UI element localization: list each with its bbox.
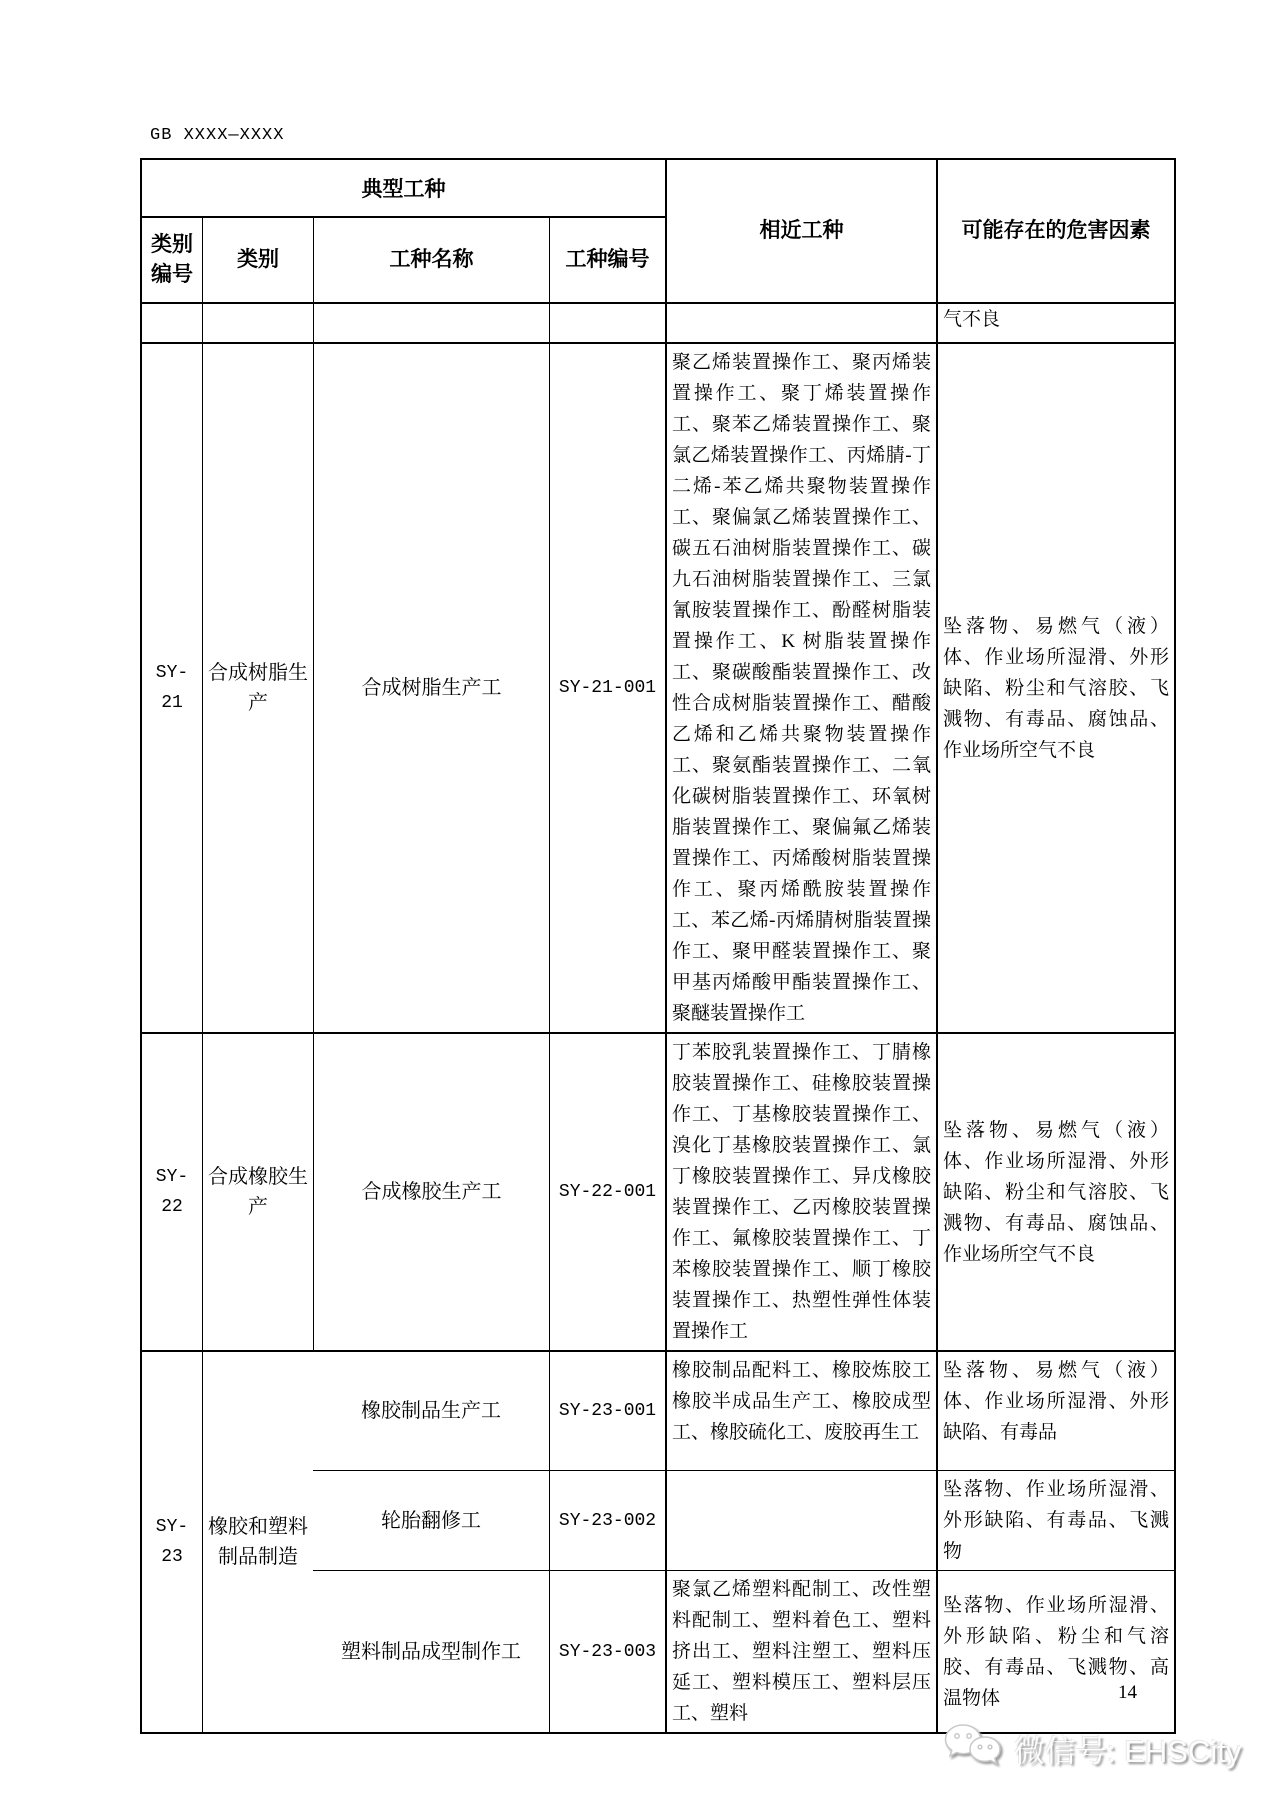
sy21-category: 合成树脂生产 [202, 344, 313, 1032]
sy23-category-no: SY-23 [155, 1517, 189, 1567]
table-header [142, 160, 1174, 302]
watermark-text: 微信号: EHSCity [1014, 1733, 1242, 1769]
table-row-sy23 [142, 1350, 1174, 1732]
sy23-subrows [313, 1352, 1174, 1732]
sy23-003-hazards [936, 1571, 1174, 1732]
sy22-job-name: 合成橡胶生产工 [313, 1034, 549, 1350]
sy23-001-job-no: SY-23-001 [549, 1352, 665, 1470]
sy21-hazards [936, 344, 1174, 1032]
carryover-similar [665, 304, 936, 342]
sy21-hazards-text: 坠落物、易燃气（液）体、作业场所湿滑、外形缺陷、粉尘和气溶胶、飞溅物、有毒品、腐蚀品、作业场所空气不良 [943, 615, 1169, 761]
header-hazards: 可能存在的危害因素 [936, 160, 1174, 302]
table-row-sy23-002 [313, 1470, 1174, 1570]
doc-code: GB XXXX—XXXX [150, 126, 285, 145]
sy23-category: 橡胶和塑料制品制造 [202, 1352, 313, 1732]
typical-jobs-group [142, 160, 665, 302]
sy22-category: 合成橡胶生产 [202, 1034, 313, 1350]
sy23-003-job-no: SY-23-003 [549, 1571, 665, 1732]
sy23-003-similar: 聚氯乙烯塑料配制工、改性塑料配制工、塑料着色工、塑料挤出工、塑料注塑工、塑料压延工、塑料模压工、塑料层压工、塑料 [665, 1571, 936, 1732]
sy21-job-name: 合成树脂生产工 [313, 344, 549, 1032]
header-category: 类别 [202, 218, 313, 302]
sy23-002-hazards [936, 1471, 1174, 1570]
sy23-003-job-name: 塑料制品成型制作工 [341, 1640, 521, 1663]
table-row-sy23-003 [313, 1570, 1174, 1732]
sy23-003-hazards-text: 坠落物、作业场所湿滑、外形缺陷、粉尘和气溶胶、有毒品、飞溅物、高温物体 [943, 1594, 1169, 1709]
sy23-001-similar: 橡胶制品配料工、橡胶炼胶工橡胶半成品生产工、橡胶成型工、橡胶硫化工、废胶再生工 [665, 1352, 936, 1470]
page-number: 14 [1118, 1682, 1137, 1703]
header-job-no: 工种编号 [549, 218, 665, 302]
sy23-001-job-name: 橡胶制品生产工 [361, 1400, 501, 1422]
sy22-hazards-text: 坠落物、易燃气（液）体、作业场所湿滑、外形缺陷、粉尘和气溶胶、飞溅物、有毒品、腐蚀品、作业场所空气不良 [943, 1119, 1169, 1265]
sy22-job-no: SY-22-001 [549, 1034, 665, 1350]
header-typical-jobs: 典型工种 [142, 160, 665, 218]
table-row-carryover [142, 302, 1174, 342]
sy23-002-hazards-text: 坠落物、作业场所湿滑、外形缺陷、有毒品、飞溅物 [943, 1479, 1169, 1562]
table-row-sy22 [142, 1032, 1174, 1350]
carryover-job-name [313, 304, 549, 342]
sy22-category-no: SY-22 [155, 1167, 189, 1217]
carryover-job-no [549, 304, 665, 342]
sy21-job-no: SY-21-001 [549, 344, 665, 1032]
watermark [942, 1722, 1241, 1774]
header-similar-jobs: 相近工种 [665, 160, 936, 302]
sy23-001-hazards [936, 1352, 1174, 1470]
sy21-category-no: SY-21 [155, 663, 189, 713]
carryover-category-no [142, 304, 202, 342]
sy21-similar: 聚乙烯装置操作工、聚丙烯装置操作工、聚丁烯装置操作工、聚苯乙烯装置操作工、聚氯乙烯装置操作工、丙烯腈-丁二烯-苯乙烯共聚物装置操作工、聚偏氯乙烯装置操作工、碳五石油树脂装置操作工、碳九石油树脂装置操作工、三氯氰胺装置操作工、酚醛树脂装置操作工、K 树脂装置操作工、聚碳酸酯装置操作工、改性合成树脂装置操作工、醋酸乙烯和乙烯共聚物装置操作工、聚氨酯装置操作工、二氧化碳树脂装置操作工、环氧树脂装置操作工、聚偏氟乙烯装置操作工、丙烯酸树脂装置操作工、聚丙烯酰胺装置操作工、苯乙烯-丙烯腈树脂装置操作工、聚甲醛装置操作工、聚甲基丙烯酸甲酯装置操作工、聚醚装置操作工 [665, 344, 936, 1032]
table-row-sy21 [142, 342, 1174, 1032]
header-category-no: 类别 编号 [151, 233, 193, 286]
sy23-002-job-no: SY-23-002 [549, 1471, 665, 1570]
carryover-hazards-text: 气不良 [943, 309, 1001, 330]
wechat-icon [942, 1722, 1004, 1774]
sy23-002-similar [665, 1471, 936, 1570]
carryover-category [202, 304, 313, 342]
sy22-similar: 丁苯胶乳装置操作工、丁腈橡胶装置操作工、硅橡胶装置操作工、丁基橡胶装置操作工、溴化丁基橡胶装置操作工、氯丁橡胶装置操作工、异戊橡胶装置操作工、乙丙橡胶装置操作工、氟橡胶装置操作工、丁苯橡胶装置操作工、顺丁橡胶装置操作工、热塑性弹性体装置操作工 [665, 1034, 936, 1350]
carryover-hazards [936, 304, 1174, 342]
subheader-row [142, 218, 665, 302]
sy22-hazards [936, 1034, 1174, 1350]
jobs-table [140, 158, 1176, 1734]
table-row-sy23-001 [313, 1352, 1174, 1470]
sy23-002-job-name: 轮胎翻修工 [381, 1509, 481, 1532]
header-job-name: 工种名称 [313, 218, 549, 302]
sy23-001-hazards-text: 坠落物、易燃气（液）体、作业场所湿滑、外形缺陷、有毒品 [943, 1360, 1169, 1443]
